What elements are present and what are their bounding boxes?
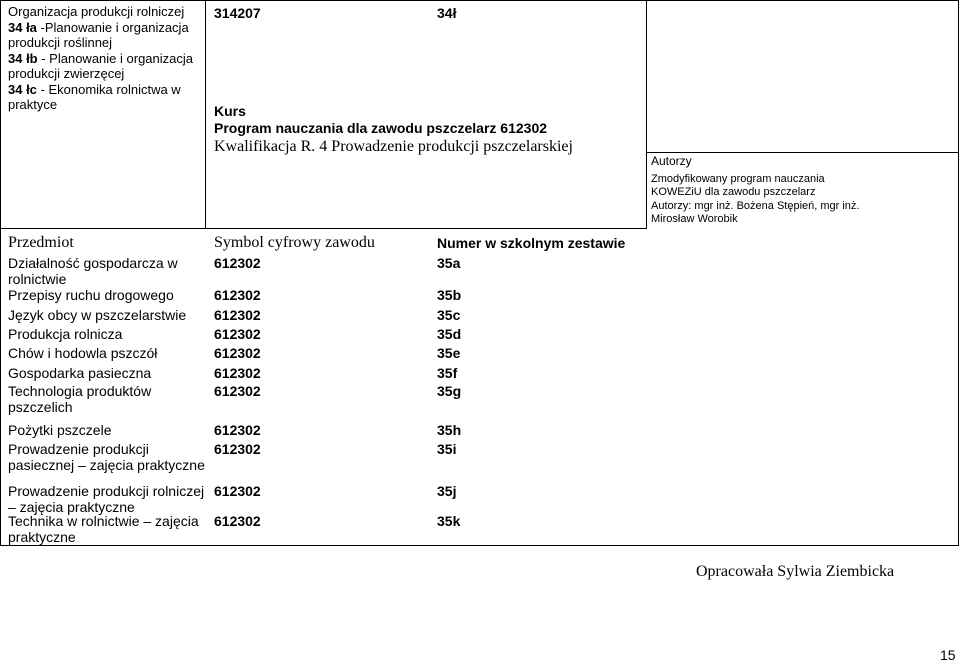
row-subject: Język obcy w pszczelarstwie [8, 307, 187, 323]
header-left-line-3 [8, 51, 198, 82]
column-header-symbol: Symbol cyfrowy zawodu [214, 234, 375, 251]
row-symbol: 612302 [214, 383, 261, 399]
occupation-code: 314207 [214, 5, 261, 21]
row-number: 35a [437, 255, 461, 271]
occupation-code-suffix: 34ł [437, 5, 457, 21]
row-number: 35d [437, 326, 462, 342]
program-title: Program nauczania dla zawodu pszczelarz 612302 [214, 120, 548, 136]
divider-vertical-1 [205, 0, 206, 228]
row-number: 35f [437, 365, 458, 381]
divider-vertical-2 [646, 0, 647, 228]
header-left-line-4-prefix: 34 łc [8, 81, 37, 97]
row-number: 35c [437, 307, 461, 323]
row-number: 35i [437, 441, 457, 457]
header-left-line-2-rest: -Planowanie i organizacja produkcji roślinnej [8, 19, 189, 50]
column-header-subject: Przedmiot [8, 234, 74, 251]
column-header-number: Numer w szkolnym zestawie [437, 235, 626, 251]
header-left-line-4-rest: - Ekonomika rolnictwa w praktyce [8, 81, 181, 112]
row-number: 35e [437, 345, 461, 361]
row-number: 35j [437, 483, 457, 499]
row-symbol: 612302 [214, 255, 261, 271]
authors-line-3: Autorzy: mgr inż. Bożena Stępień, mgr inż. [651, 199, 860, 212]
row-subject: Technika w rolnictwie – zajęcia praktyczne [8, 513, 199, 545]
row-number: 35b [437, 287, 462, 303]
divider-horizontal-header [0, 228, 647, 229]
qualification-title: Kwalifikacja R. 4 Prowadzenie produkcji pszczelarskiej [214, 138, 573, 155]
row-symbol: 612302 [214, 422, 261, 438]
row-subject: Technologia produktów pszczelich [8, 383, 152, 415]
header-left-line-1: Organizacja produkcji rolniczej [8, 4, 185, 19]
row-number: 35h [437, 422, 462, 438]
header-left-line-3-rest: - Planowanie i organizacja produkcji zwierzęcej [8, 50, 193, 81]
row-symbol: 612302 [214, 307, 261, 323]
authors-block [651, 155, 956, 227]
divider-authors-top [646, 152, 959, 153]
row-symbol: 612302 [214, 326, 261, 342]
row-symbol: 612302 [214, 441, 261, 457]
course-label: Kurs [214, 103, 246, 119]
frame-left [0, 0, 1, 546]
row-subject: Produkcja rolnicza [8, 326, 123, 342]
row-symbol: 612302 [214, 345, 261, 361]
row-symbol: 612302 [214, 483, 261, 499]
row-subject: Gospodarka pasieczna [8, 365, 152, 381]
row-subject: Pożytki pszczele [8, 422, 112, 438]
row-number: 35g [437, 383, 462, 399]
row-symbol: 612302 [214, 287, 261, 303]
row-symbol: 612302 [214, 365, 261, 381]
page-number: 15 [940, 647, 956, 663]
row-subject: Przepisy ruchu drogowego [8, 287, 174, 303]
row-subject: Prowadzenie produkcji pasiecznej – zajęcia praktyczne [8, 441, 205, 473]
header-left-line-4 [8, 82, 198, 113]
authors-line-2: KOWEZiU dla zawodu pszczelarz [651, 186, 816, 198]
header-left-line-2-prefix: 34 ła [8, 19, 37, 35]
authors-label: Autorzy [651, 154, 692, 168]
row-number: 35k [437, 513, 461, 529]
frame-bottom [0, 545, 959, 546]
row-symbol: 612302 [214, 513, 261, 529]
header-left-line-3-prefix: 34 łb [8, 50, 38, 66]
header-left-block [8, 4, 198, 113]
header-left-line-2 [8, 20, 198, 51]
frame-top [0, 0, 959, 1]
author-signature: Opracowała Sylwia Ziembicka [696, 563, 895, 580]
authors-line-4: Mirosław Worobik [651, 213, 738, 225]
authors-line-1: Zmodyfikowany program nauczania [651, 172, 825, 185]
row-subject: Chów i hodowla pszczół [8, 345, 158, 361]
row-subject: Działalność gospodarcza w rolnictwie [8, 255, 178, 287]
row-subject: Prowadzenie produkcji rolniczej – zajęcia praktyczne [8, 483, 205, 515]
